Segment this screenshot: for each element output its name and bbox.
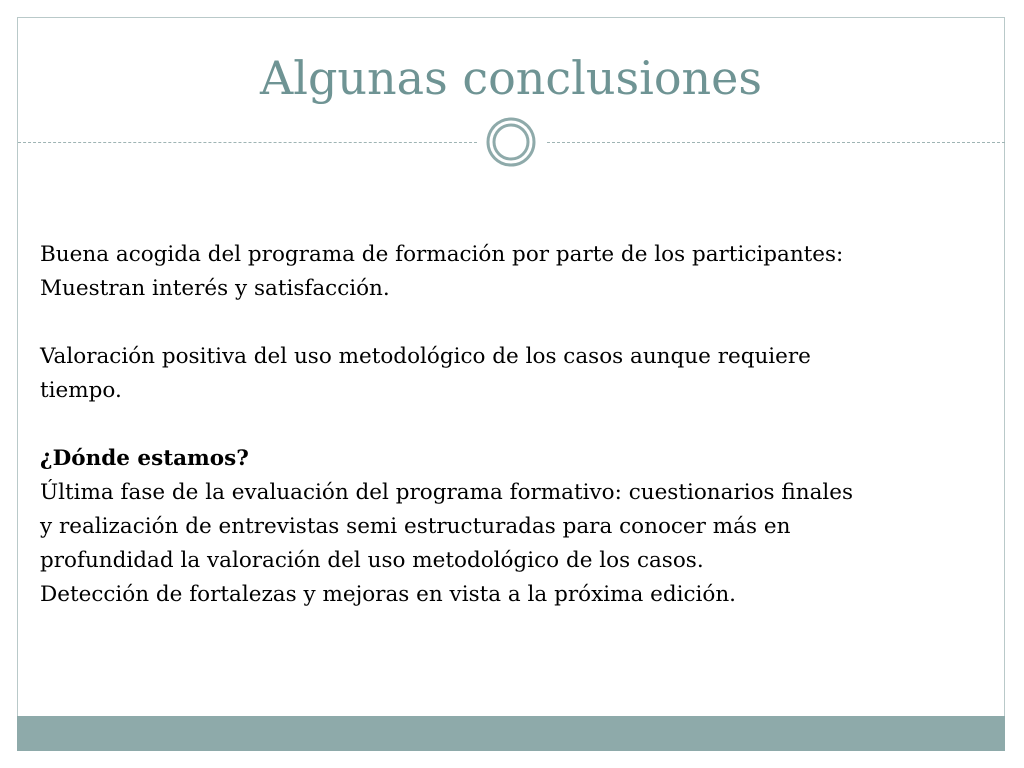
slide-body	[40, 238, 990, 612]
paragraph-spacer	[40, 306, 990, 340]
paragraph-spacer	[40, 408, 990, 442]
title-divider-right	[547, 142, 1005, 143]
paragraph-line: Muestran interés y satisfacción.	[40, 276, 390, 301]
footer-band	[17, 716, 1005, 751]
double-ring-icon	[486, 117, 536, 167]
paragraph-line: profundidad la valoración del uso metodológico de los casos.	[40, 548, 704, 573]
title-divider-left	[18, 142, 477, 143]
paragraph-line: Detección de fortalezas y mejoras en vista a la próxima edición.	[40, 582, 737, 607]
paragraph-line: tiempo.	[40, 378, 122, 403]
paragraph-line: y realización de entrevistas semi estructuradas para conocer más en	[40, 514, 791, 539]
paragraph-line: Valoración positiva del uso metodológico de los casos aunque requiere	[40, 344, 811, 369]
slide-title: Algunas conclusiones	[260, 51, 762, 105]
paragraph-line: Buena acogida del programa de formación por parte de los participantes:	[40, 242, 844, 267]
paragraph-line: Última fase de la evaluación del programa formativo: cuestionarios finales	[40, 480, 854, 505]
section-heading: ¿Dónde estamos?	[40, 446, 249, 471]
